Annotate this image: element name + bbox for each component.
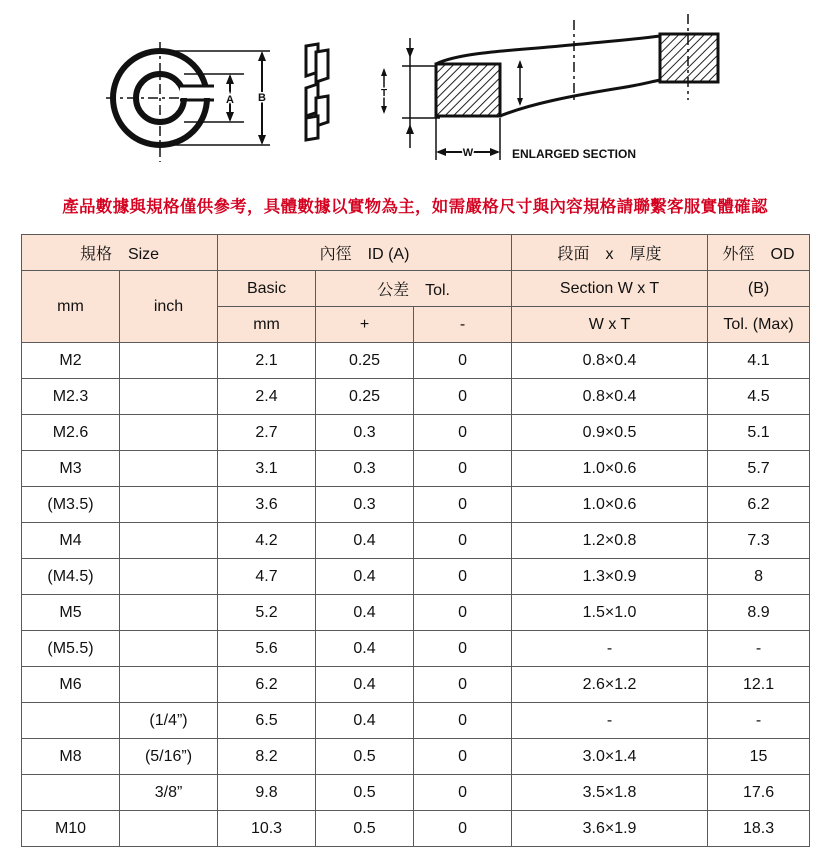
cell-size-inch <box>120 379 218 415</box>
cell-id-basic: 5.6 <box>218 631 316 667</box>
cell-od-max: 18.3 <box>708 811 810 847</box>
cell-size-inch: (1/4”) <box>120 703 218 739</box>
spring-washer-spec-table <box>21 234 810 847</box>
header-od-b: (B) <box>708 271 810 307</box>
cell-section-wxt: 1.0×0.6 <box>512 451 708 487</box>
cell-tol-minus: 0 <box>414 523 512 559</box>
table-row <box>22 451 810 487</box>
dimension-b-label: B <box>258 92 266 104</box>
cell-size-inch <box>120 451 218 487</box>
washer-top-view <box>106 42 270 162</box>
cell-size-mm: M2.3 <box>22 379 120 415</box>
cell-size-inch <box>120 811 218 847</box>
cell-tol-plus: 0.5 <box>316 811 414 847</box>
washer-side-view <box>306 44 328 140</box>
cell-tol-plus: 0.4 <box>316 703 414 739</box>
table-row <box>22 415 810 451</box>
cell-od-max: 8.9 <box>708 595 810 631</box>
cell-section-wxt: 3.0×1.4 <box>512 739 708 775</box>
cell-size-mm: M2 <box>22 343 120 379</box>
cell-id-basic: 2.7 <box>218 415 316 451</box>
cell-tol-minus: 0 <box>414 811 512 847</box>
cell-size-inch <box>120 343 218 379</box>
cell-size-mm: M8 <box>22 739 120 775</box>
dimension-a-label: A <box>226 94 234 106</box>
table-row <box>22 811 810 847</box>
cell-od-max: 5.1 <box>708 415 810 451</box>
cell-od-max: - <box>708 703 810 739</box>
cell-size-inch <box>120 559 218 595</box>
cell-tol-plus: 0.4 <box>316 595 414 631</box>
cell-size-inch <box>120 487 218 523</box>
header-section-unit: W x T <box>512 307 708 343</box>
table-row <box>22 595 810 631</box>
cell-id-basic: 6.2 <box>218 667 316 703</box>
cell-tol-minus: 0 <box>414 415 512 451</box>
cell-section-wxt: 2.6×1.2 <box>512 667 708 703</box>
cell-tol-minus: 0 <box>414 487 512 523</box>
table-row <box>22 631 810 667</box>
cell-section-wxt: 1.0×0.6 <box>512 487 708 523</box>
enlarged-section-label: ENLARGED SECTION <box>512 147 637 161</box>
cell-tol-minus: 0 <box>414 631 512 667</box>
cell-size-inch <box>120 631 218 667</box>
cell-tol-minus: 0 <box>414 775 512 811</box>
header-spec-size: 規格 Size <box>22 235 218 271</box>
cell-size-mm: (M4.5) <box>22 559 120 595</box>
cell-od-max: 5.7 <box>708 451 810 487</box>
cell-section-wxt: 1.2×0.8 <box>512 523 708 559</box>
cell-tol-minus: 0 <box>414 559 512 595</box>
cell-od-max: 8 <box>708 559 810 595</box>
cell-size-mm: M6 <box>22 667 120 703</box>
cell-tol-minus: 0 <box>414 343 512 379</box>
cell-tol-plus: 0.4 <box>316 631 414 667</box>
cell-section-wxt: 3.5×1.8 <box>512 775 708 811</box>
cell-id-basic: 3.6 <box>218 487 316 523</box>
cell-tol-plus: 0.25 <box>316 343 414 379</box>
cell-size-inch <box>120 415 218 451</box>
header-od-tol: Tol. (Max) <box>708 307 810 343</box>
cell-od-max: 15 <box>708 739 810 775</box>
cell-tol-plus: 0.3 <box>316 451 414 487</box>
table-row <box>22 703 810 739</box>
header-tol-plus: + <box>316 307 414 343</box>
cell-size-mm: M3 <box>22 451 120 487</box>
cell-tol-plus: 0.3 <box>316 415 414 451</box>
cell-id-basic: 8.2 <box>218 739 316 775</box>
header-section-cn: 段面 x 厚度 <box>512 235 708 271</box>
cell-size-mm: M2.6 <box>22 415 120 451</box>
cell-tol-minus: 0 <box>414 667 512 703</box>
cell-section-wxt: 1.3×0.9 <box>512 559 708 595</box>
table-row <box>22 343 810 379</box>
cell-size-inch <box>120 667 218 703</box>
cell-size-mm: M5 <box>22 595 120 631</box>
cell-section-wxt: 0.8×0.4 <box>512 379 708 415</box>
cell-tol-minus: 0 <box>414 739 512 775</box>
cell-size-inch <box>120 523 218 559</box>
cell-od-max: 17.6 <box>708 775 810 811</box>
cell-size-inch <box>120 595 218 631</box>
disclaimer-notice: 產品數據與規格僅供參考，具體數據以實物為主，如需嚴格尺寸與內容規格請聯繫客服實體確認 <box>62 197 768 216</box>
header-basic: Basic <box>218 271 316 307</box>
cell-od-max: 12.1 <box>708 667 810 703</box>
cell-size-inch: (5/16”) <box>120 739 218 775</box>
cell-tol-plus: 0.4 <box>316 523 414 559</box>
cell-id-basic: 10.3 <box>218 811 316 847</box>
cell-id-basic: 3.1 <box>218 451 316 487</box>
cell-size-mm: M10 <box>22 811 120 847</box>
cell-tol-plus: 0.5 <box>316 739 414 775</box>
header-tol-minus: - <box>414 307 512 343</box>
cell-od-max: 6.2 <box>708 487 810 523</box>
header-section-en: Section W x T <box>512 271 708 307</box>
cell-id-basic: 4.7 <box>218 559 316 595</box>
cell-section-wxt: 0.8×0.4 <box>512 343 708 379</box>
cell-tol-minus: 0 <box>414 379 512 415</box>
header-od-cn: 外徑 OD <box>708 235 810 271</box>
cell-section-wxt: 0.9×0.5 <box>512 415 708 451</box>
cell-od-max: - <box>708 631 810 667</box>
cell-tol-plus: 0.5 <box>316 775 414 811</box>
cell-id-basic: 9.8 <box>218 775 316 811</box>
cell-section-wxt: - <box>512 703 708 739</box>
header-mm: mm <box>22 271 120 343</box>
header-inner-diameter: 內徑 ID (A) <box>218 235 512 271</box>
dimension-t-label: T <box>380 88 388 99</box>
table-row <box>22 559 810 595</box>
cell-size-mm: (M5.5) <box>22 631 120 667</box>
table-row <box>22 667 810 703</box>
cell-od-max: 7.3 <box>708 523 810 559</box>
table-row <box>22 379 810 415</box>
cell-tol-minus: 0 <box>414 451 512 487</box>
cell-section-wxt: 1.5×1.0 <box>512 595 708 631</box>
cell-id-basic: 2.1 <box>218 343 316 379</box>
cell-size-mm: M4 <box>22 523 120 559</box>
cell-id-basic: 4.2 <box>218 523 316 559</box>
cell-section-wxt: - <box>512 631 708 667</box>
table-row <box>22 523 810 559</box>
table-row <box>22 739 810 775</box>
table-header <box>22 235 810 343</box>
table-row <box>22 487 810 523</box>
cell-od-max: 4.1 <box>708 343 810 379</box>
cell-section-wxt: 3.6×1.9 <box>512 811 708 847</box>
header-inch: inch <box>120 271 218 343</box>
cell-size-mm <box>22 703 120 739</box>
cell-tol-minus: 0 <box>414 703 512 739</box>
cell-size-inch: 3/8” <box>120 775 218 811</box>
header-tolerance: 公差 Tol. <box>316 271 512 307</box>
cell-tol-plus: 0.3 <box>316 487 414 523</box>
cell-size-mm: (M3.5) <box>22 487 120 523</box>
cell-tol-plus: 0.4 <box>316 559 414 595</box>
cell-od-max: 4.5 <box>708 379 810 415</box>
cell-tol-minus: 0 <box>414 595 512 631</box>
dimension-w-label: W <box>462 147 474 159</box>
cell-id-basic: 5.2 <box>218 595 316 631</box>
cell-tol-plus: 0.4 <box>316 667 414 703</box>
header-basic-unit: mm <box>218 307 316 343</box>
cell-id-basic: 2.4 <box>218 379 316 415</box>
lock-washer-diagram <box>0 0 830 180</box>
table-body <box>22 343 810 847</box>
enlarged-section-view <box>381 14 718 161</box>
cell-id-basic: 6.5 <box>218 703 316 739</box>
cell-size-mm <box>22 775 120 811</box>
cell-tol-plus: 0.25 <box>316 379 414 415</box>
table-row <box>22 775 810 811</box>
